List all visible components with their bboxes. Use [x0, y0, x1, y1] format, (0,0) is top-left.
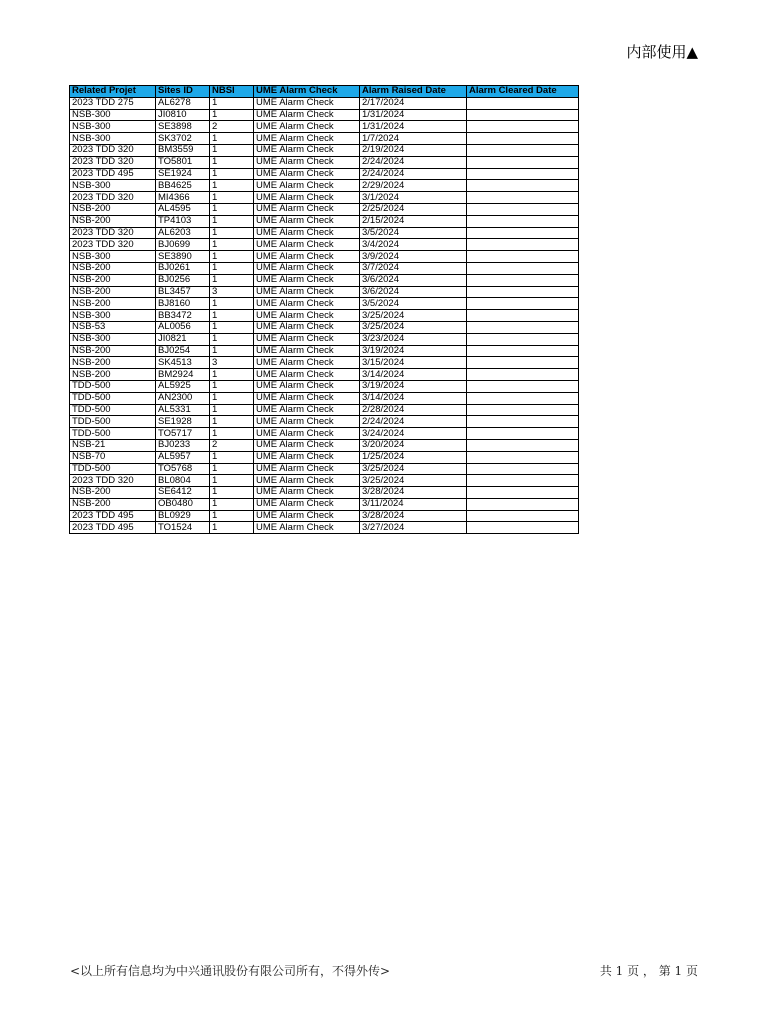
cell-alarm-cleared-date	[467, 298, 579, 310]
cell-nbsi: 1	[210, 144, 254, 156]
cell-alarm-raised-date: 3/19/2024	[360, 380, 467, 392]
column-header-nbsi: NBSI	[210, 86, 254, 98]
table-row	[70, 487, 579, 499]
table-row	[70, 239, 579, 251]
cell-alarm-raised-date: 3/4/2024	[360, 239, 467, 251]
cell-related-project: NSB-300	[70, 109, 156, 121]
table-row	[70, 369, 579, 381]
table-row	[70, 475, 579, 487]
cell-alarm-raised-date: 3/23/2024	[360, 333, 467, 345]
cell-alarm-raised-date: 3/24/2024	[360, 428, 467, 440]
table-row	[70, 428, 579, 440]
table-header-row	[70, 86, 579, 98]
cell-sites-id: BJ0254	[156, 345, 210, 357]
cell-related-project: NSB-200	[70, 487, 156, 499]
cell-nbsi: 1	[210, 227, 254, 239]
cell-ume-alarm-check: UME Alarm Check	[254, 404, 360, 416]
column-header-related-project: Related Projet	[70, 86, 156, 98]
table-row	[70, 498, 579, 510]
table-row	[70, 97, 579, 109]
cell-nbsi: 1	[210, 274, 254, 286]
cell-ume-alarm-check: UME Alarm Check	[254, 510, 360, 522]
cell-alarm-cleared-date	[467, 428, 579, 440]
table-row	[70, 333, 579, 345]
cell-ume-alarm-check: UME Alarm Check	[254, 428, 360, 440]
cell-sites-id: BM2924	[156, 369, 210, 381]
table-row	[70, 298, 579, 310]
cell-nbsi: 1	[210, 380, 254, 392]
cell-sites-id: AL5957	[156, 451, 210, 463]
table-row	[70, 156, 579, 168]
cell-related-project: NSB-300	[70, 310, 156, 322]
cell-sites-id: AL6278	[156, 97, 210, 109]
cell-related-project: NSB-200	[70, 357, 156, 369]
cell-alarm-cleared-date	[467, 369, 579, 381]
cell-sites-id: SE6412	[156, 487, 210, 499]
cell-related-project: TDD-500	[70, 416, 156, 428]
cell-related-project: NSB-200	[70, 286, 156, 298]
cell-sites-id: BB3472	[156, 310, 210, 322]
cell-sites-id: AL5331	[156, 404, 210, 416]
table-row	[70, 192, 579, 204]
cell-alarm-cleared-date	[467, 416, 579, 428]
cell-ume-alarm-check: UME Alarm Check	[254, 180, 360, 192]
cell-ume-alarm-check: UME Alarm Check	[254, 298, 360, 310]
cell-related-project: 2023 TDD 320	[70, 144, 156, 156]
cell-alarm-cleared-date	[467, 262, 579, 274]
cell-ume-alarm-check: UME Alarm Check	[254, 203, 360, 215]
table-row	[70, 380, 579, 392]
cell-ume-alarm-check: UME Alarm Check	[254, 286, 360, 298]
cell-related-project: NSB-200	[70, 369, 156, 381]
cell-nbsi: 1	[210, 239, 254, 251]
cell-alarm-raised-date: 2/25/2024	[360, 203, 467, 215]
cell-ume-alarm-check: UME Alarm Check	[254, 133, 360, 145]
table-body	[70, 97, 579, 533]
cell-related-project: 2023 TDD 320	[70, 239, 156, 251]
cell-alarm-raised-date: 2/15/2024	[360, 215, 467, 227]
cell-nbsi: 1	[210, 203, 254, 215]
cell-related-project: 2023 TDD 320	[70, 156, 156, 168]
table-row	[70, 215, 579, 227]
cell-alarm-cleared-date	[467, 345, 579, 357]
cell-alarm-cleared-date	[467, 510, 579, 522]
table-row	[70, 262, 579, 274]
cell-sites-id: AL5925	[156, 380, 210, 392]
cell-alarm-cleared-date	[467, 109, 579, 121]
cell-ume-alarm-check: UME Alarm Check	[254, 310, 360, 322]
cell-alarm-raised-date: 3/7/2024	[360, 262, 467, 274]
cell-alarm-raised-date: 2/29/2024	[360, 180, 467, 192]
cell-nbsi: 1	[210, 475, 254, 487]
cell-alarm-raised-date: 3/20/2024	[360, 439, 467, 451]
cell-alarm-cleared-date	[467, 144, 579, 156]
cell-ume-alarm-check: UME Alarm Check	[254, 392, 360, 404]
column-header-alarm-raised-date: Alarm Raised Date	[360, 86, 467, 98]
cell-sites-id: BL0804	[156, 475, 210, 487]
cell-sites-id: BB4625	[156, 180, 210, 192]
cell-nbsi: 1	[210, 345, 254, 357]
cell-related-project: NSB-21	[70, 439, 156, 451]
cell-nbsi: 1	[210, 333, 254, 345]
cell-related-project: NSB-200	[70, 262, 156, 274]
cell-ume-alarm-check: UME Alarm Check	[254, 416, 360, 428]
cell-nbsi: 2	[210, 439, 254, 451]
cell-nbsi: 1	[210, 310, 254, 322]
cell-ume-alarm-check: UME Alarm Check	[254, 380, 360, 392]
table-row	[70, 510, 579, 522]
table-row	[70, 321, 579, 333]
cell-ume-alarm-check: UME Alarm Check	[254, 345, 360, 357]
cell-sites-id: AL4595	[156, 203, 210, 215]
cell-sites-id: AN2300	[156, 392, 210, 404]
cell-sites-id: JI0810	[156, 109, 210, 121]
cell-alarm-cleared-date	[467, 380, 579, 392]
cell-alarm-cleared-date	[467, 392, 579, 404]
cell-nbsi: 3	[210, 286, 254, 298]
cell-nbsi: 1	[210, 321, 254, 333]
cell-sites-id: JI0821	[156, 333, 210, 345]
cell-sites-id: BJ8160	[156, 298, 210, 310]
table-row	[70, 416, 579, 428]
table-row	[70, 274, 579, 286]
cell-nbsi: 1	[210, 262, 254, 274]
cell-sites-id: BM3559	[156, 144, 210, 156]
cell-related-project: NSB-300	[70, 121, 156, 133]
cell-alarm-raised-date: 3/5/2024	[360, 298, 467, 310]
cell-nbsi: 1	[210, 392, 254, 404]
alarm-table	[69, 85, 579, 534]
cell-nbsi: 1	[210, 498, 254, 510]
cell-alarm-cleared-date	[467, 451, 579, 463]
cell-alarm-raised-date: 3/28/2024	[360, 487, 467, 499]
cell-ume-alarm-check: UME Alarm Check	[254, 439, 360, 451]
cell-ume-alarm-check: UME Alarm Check	[254, 97, 360, 109]
cell-sites-id: SK3702	[156, 133, 210, 145]
table-row	[70, 463, 579, 475]
cell-related-project: TDD-500	[70, 404, 156, 416]
cell-sites-id: OB0480	[156, 498, 210, 510]
table-row	[70, 451, 579, 463]
cell-ume-alarm-check: UME Alarm Check	[254, 463, 360, 475]
cell-alarm-cleared-date	[467, 168, 579, 180]
cell-ume-alarm-check: UME Alarm Check	[254, 321, 360, 333]
cell-alarm-raised-date: 2/28/2024	[360, 404, 467, 416]
cell-sites-id: TO5717	[156, 428, 210, 440]
cell-nbsi: 1	[210, 451, 254, 463]
cell-related-project: NSB-300	[70, 133, 156, 145]
cell-ume-alarm-check: UME Alarm Check	[254, 121, 360, 133]
cell-related-project: NSB-200	[70, 345, 156, 357]
cell-ume-alarm-check: UME Alarm Check	[254, 498, 360, 510]
cell-nbsi: 1	[210, 416, 254, 428]
cell-nbsi: 1	[210, 251, 254, 263]
cell-nbsi: 1	[210, 192, 254, 204]
cell-alarm-raised-date: 1/25/2024	[360, 451, 467, 463]
cell-alarm-raised-date: 2/24/2024	[360, 156, 467, 168]
column-header-sites-id: Sites ID	[156, 86, 210, 98]
cell-ume-alarm-check: UME Alarm Check	[254, 109, 360, 121]
cell-related-project: NSB-200	[70, 203, 156, 215]
cell-nbsi: 1	[210, 156, 254, 168]
cell-sites-id: SE3898	[156, 121, 210, 133]
cell-related-project: 2023 TDD 320	[70, 227, 156, 239]
cell-alarm-cleared-date	[467, 97, 579, 109]
cell-sites-id: TO1524	[156, 522, 210, 534]
cell-ume-alarm-check: UME Alarm Check	[254, 357, 360, 369]
cell-related-project: NSB-53	[70, 321, 156, 333]
cell-related-project: NSB-200	[70, 298, 156, 310]
cell-alarm-cleared-date	[467, 180, 579, 192]
cell-alarm-cleared-date	[467, 310, 579, 322]
cell-ume-alarm-check: UME Alarm Check	[254, 274, 360, 286]
cell-alarm-cleared-date	[467, 463, 579, 475]
cell-nbsi: 3	[210, 357, 254, 369]
cell-related-project: 2023 TDD 495	[70, 168, 156, 180]
classification-label: 内部使用▲	[626, 43, 698, 61]
table-row	[70, 522, 579, 534]
table-row	[70, 357, 579, 369]
table-row	[70, 133, 579, 145]
cell-alarm-raised-date: 3/14/2024	[360, 369, 467, 381]
cell-alarm-raised-date: 3/27/2024	[360, 522, 467, 534]
cell-nbsi: 1	[210, 510, 254, 522]
cell-alarm-raised-date: 3/28/2024	[360, 510, 467, 522]
cell-alarm-raised-date: 1/31/2024	[360, 109, 467, 121]
cell-nbsi: 1	[210, 487, 254, 499]
cell-alarm-raised-date: 3/25/2024	[360, 475, 467, 487]
table-row	[70, 227, 579, 239]
table-row	[70, 180, 579, 192]
cell-related-project: TDD-500	[70, 380, 156, 392]
cell-nbsi: 1	[210, 522, 254, 534]
cell-sites-id: BJ0233	[156, 439, 210, 451]
cell-ume-alarm-check: UME Alarm Check	[254, 156, 360, 168]
cell-sites-id: SE3890	[156, 251, 210, 263]
cell-sites-id: BL0929	[156, 510, 210, 522]
cell-ume-alarm-check: UME Alarm Check	[254, 451, 360, 463]
cell-related-project: TDD-500	[70, 463, 156, 475]
cell-ume-alarm-check: UME Alarm Check	[254, 262, 360, 274]
cell-ume-alarm-check: UME Alarm Check	[254, 333, 360, 345]
cell-related-project: 2023 TDD 495	[70, 510, 156, 522]
cell-alarm-cleared-date	[467, 475, 579, 487]
cell-sites-id: TO5801	[156, 156, 210, 168]
cell-nbsi: 1	[210, 180, 254, 192]
cell-related-project: 2023 TDD 495	[70, 522, 156, 534]
cell-alarm-raised-date: 3/15/2024	[360, 357, 467, 369]
cell-related-project: NSB-200	[70, 498, 156, 510]
table-row	[70, 310, 579, 322]
cell-related-project: NSB-200	[70, 215, 156, 227]
cell-ume-alarm-check: UME Alarm Check	[254, 215, 360, 227]
cell-alarm-cleared-date	[467, 121, 579, 133]
cell-sites-id: MI4366	[156, 192, 210, 204]
cell-sites-id: SE1928	[156, 416, 210, 428]
cell-sites-id: BJ0261	[156, 262, 210, 274]
cell-alarm-raised-date: 3/19/2024	[360, 345, 467, 357]
cell-related-project: NSB-300	[70, 333, 156, 345]
cell-alarm-raised-date: 3/1/2024	[360, 192, 467, 204]
table-row	[70, 439, 579, 451]
table-row	[70, 404, 579, 416]
cell-sites-id: BL3457	[156, 286, 210, 298]
cell-nbsi: 1	[210, 109, 254, 121]
cell-nbsi: 1	[210, 369, 254, 381]
cell-related-project: TDD-500	[70, 428, 156, 440]
cell-alarm-cleared-date	[467, 439, 579, 451]
cell-alarm-cleared-date	[467, 286, 579, 298]
cell-ume-alarm-check: UME Alarm Check	[254, 251, 360, 263]
cell-ume-alarm-check: UME Alarm Check	[254, 522, 360, 534]
table-row	[70, 345, 579, 357]
cell-sites-id: TO5768	[156, 463, 210, 475]
cell-alarm-cleared-date	[467, 321, 579, 333]
cell-ume-alarm-check: UME Alarm Check	[254, 168, 360, 180]
cell-sites-id: AL0056	[156, 321, 210, 333]
confidentiality-notice: <以上所有信息均为中兴通讯股份有限公司所有，不得外传>	[70, 964, 391, 978]
cell-nbsi: 1	[210, 97, 254, 109]
cell-alarm-raised-date: 3/11/2024	[360, 498, 467, 510]
cell-alarm-raised-date: 3/6/2024	[360, 274, 467, 286]
cell-alarm-raised-date: 3/6/2024	[360, 286, 467, 298]
cell-alarm-cleared-date	[467, 487, 579, 499]
cell-nbsi: 2	[210, 121, 254, 133]
cell-nbsi: 1	[210, 133, 254, 145]
table-row	[70, 392, 579, 404]
cell-ume-alarm-check: UME Alarm Check	[254, 475, 360, 487]
cell-alarm-raised-date: 3/14/2024	[360, 392, 467, 404]
cell-alarm-cleared-date	[467, 251, 579, 263]
cell-alarm-cleared-date	[467, 333, 579, 345]
cell-ume-alarm-check: UME Alarm Check	[254, 369, 360, 381]
column-header-alarm-cleared-date: Alarm Cleared Date	[467, 86, 579, 98]
table-row	[70, 168, 579, 180]
cell-related-project: NSB-300	[70, 180, 156, 192]
cell-sites-id: SE1924	[156, 168, 210, 180]
cell-nbsi: 1	[210, 215, 254, 227]
cell-alarm-raised-date: 2/17/2024	[360, 97, 467, 109]
cell-ume-alarm-check: UME Alarm Check	[254, 144, 360, 156]
cell-alarm-raised-date: 2/19/2024	[360, 144, 467, 156]
cell-nbsi: 1	[210, 298, 254, 310]
cell-alarm-cleared-date	[467, 133, 579, 145]
table-row	[70, 144, 579, 156]
cell-alarm-raised-date: 1/7/2024	[360, 133, 467, 145]
cell-related-project: NSB-200	[70, 274, 156, 286]
cell-alarm-cleared-date	[467, 274, 579, 286]
cell-alarm-cleared-date	[467, 192, 579, 204]
cell-alarm-cleared-date	[467, 357, 579, 369]
cell-nbsi: 1	[210, 463, 254, 475]
cell-alarm-cleared-date	[467, 239, 579, 251]
cell-alarm-raised-date: 3/5/2024	[360, 227, 467, 239]
cell-sites-id: BJ0256	[156, 274, 210, 286]
cell-related-project: NSB-70	[70, 451, 156, 463]
cell-related-project: 2023 TDD 320	[70, 475, 156, 487]
cell-ume-alarm-check: UME Alarm Check	[254, 227, 360, 239]
table-row	[70, 121, 579, 133]
cell-related-project: TDD-500	[70, 392, 156, 404]
cell-alarm-cleared-date	[467, 498, 579, 510]
cell-alarm-raised-date: 3/9/2024	[360, 251, 467, 263]
column-header-ume-alarm-check: UME Alarm Check	[254, 86, 360, 98]
cell-ume-alarm-check: UME Alarm Check	[254, 487, 360, 499]
cell-alarm-raised-date: 3/25/2024	[360, 310, 467, 322]
cell-alarm-raised-date: 2/24/2024	[360, 416, 467, 428]
cell-nbsi: 1	[210, 168, 254, 180]
cell-nbsi: 1	[210, 428, 254, 440]
cell-alarm-raised-date: 1/31/2024	[360, 121, 467, 133]
cell-alarm-raised-date: 2/24/2024	[360, 168, 467, 180]
cell-sites-id: AL6203	[156, 227, 210, 239]
cell-alarm-cleared-date	[467, 156, 579, 168]
cell-alarm-raised-date: 3/25/2024	[360, 321, 467, 333]
table-row	[70, 109, 579, 121]
cell-alarm-cleared-date	[467, 404, 579, 416]
cell-nbsi: 1	[210, 404, 254, 416]
cell-sites-id: TP4103	[156, 215, 210, 227]
cell-alarm-cleared-date	[467, 215, 579, 227]
page-indicator: 共 1 页 ， 第 1 页	[599, 964, 698, 978]
cell-sites-id: SK4513	[156, 357, 210, 369]
cell-alarm-cleared-date	[467, 522, 579, 534]
table-row	[70, 203, 579, 215]
table-row	[70, 286, 579, 298]
cell-ume-alarm-check: UME Alarm Check	[254, 192, 360, 204]
cell-alarm-cleared-date	[467, 203, 579, 215]
table-row	[70, 251, 579, 263]
cell-related-project: 2023 TDD 275	[70, 97, 156, 109]
cell-sites-id: BJ0699	[156, 239, 210, 251]
cell-alarm-cleared-date	[467, 227, 579, 239]
cell-ume-alarm-check: UME Alarm Check	[254, 239, 360, 251]
cell-related-project: 2023 TDD 320	[70, 192, 156, 204]
cell-related-project: NSB-300	[70, 251, 156, 263]
cell-alarm-raised-date: 3/25/2024	[360, 463, 467, 475]
